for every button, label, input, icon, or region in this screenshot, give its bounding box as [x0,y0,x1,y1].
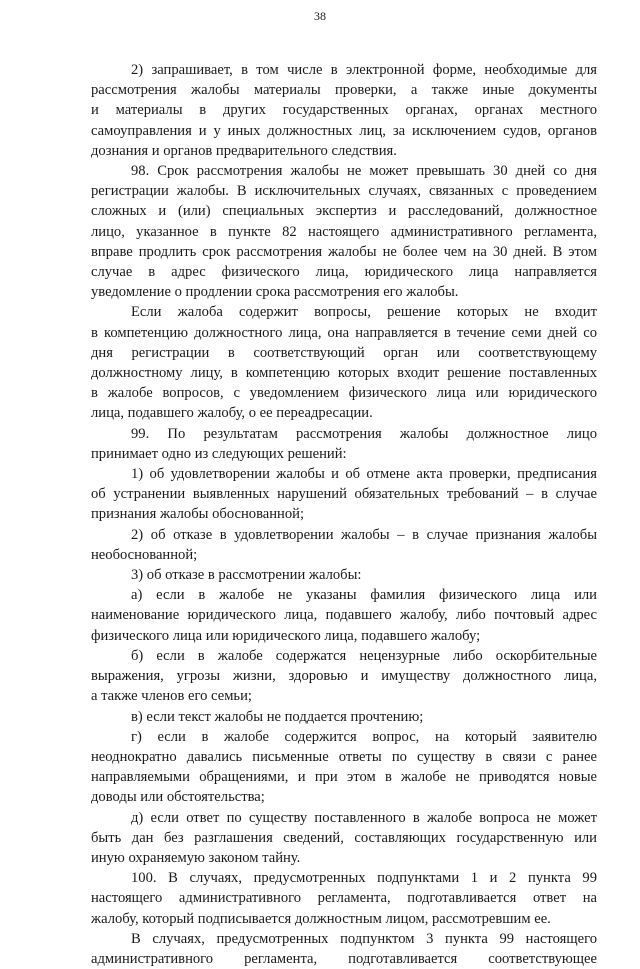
text-line: лицо, указанное в пункте 82 настоящего административного регламента, [91,223,597,240]
text-line: 2) об отказе в удовлетворении жалобы – в случае признания жалобы [131,526,597,543]
text-line: г) если в жалобе содержится вопрос, на который заявителю [131,728,597,745]
text-line: 3) об отказе в рассмотрении жалобы: [131,567,362,584]
text-line: физического лица или юридического лица, подавшего жалобу; [91,627,481,644]
text-line: об устранении выявленных нарушений обязательных требований – в случае [91,486,597,503]
text-line: в) если текст жалобы не поддается прочтению; [131,708,424,725]
paragraph [91,707,597,727]
paragraph [91,727,597,808]
paragraph [91,60,597,161]
paragraph [91,302,597,423]
text-line: Если жалоба содержит вопросы, решение которых не входит [131,304,597,321]
text-line: 98. Срок рассмотрения жалобы не может превышать 30 дней со дня [131,163,597,180]
text-line: быть дан без разглашения сведений, составляющих государственную или [91,829,597,846]
text-line: вправе продлить срок рассмотрения жалобы не более чем на 30 дней. В этом [91,243,597,260]
paragraph [91,464,597,525]
text-line: должностному лицу, в компетенцию которых входит решение поставленных [91,365,597,382]
text-line: уведомление о продлении срока рассмотрения его жалобы. [91,284,459,301]
text-line: б) если в жалобе содержатся нецензурные либо оскорбительные [131,647,597,664]
text-line: д) если ответ по существу поставленного в жалобе вопроса не может [131,809,597,826]
text-line: а также членов его семьи; [91,688,252,705]
text-line: и материалы в других государственных органах, органах местного [91,102,597,119]
text-line: административного регламента, подготавливается соответствующее [91,950,597,967]
text-line: сложных и (или) специальных экспертиз и расследований, должностное [91,203,597,220]
text-line: дня регистрации в соответствующий орган или соответствующему [91,344,597,361]
text-line: иную охраняемую законом тайну. [91,849,301,866]
text-line: регистрации жалобы. В исключительных случаях, связанных с проведением [91,183,597,200]
paragraph [91,565,597,585]
paragraph [91,929,597,969]
text-line: настоящего административного регламента, подготавливается ответ на [91,890,597,907]
text-line: жалобу, который подписывается должностным лицом, рассмотревшим ее. [91,910,551,927]
text-line: случае в адрес физического лица, юридического лица направляется [91,264,597,281]
paragraph [91,424,597,464]
text-line: дознания и органов предварительного следствия. [91,142,397,159]
text-line: выражения, угрозы жизни, здоровью и имуществу должностного лица, [91,668,597,685]
text-line: лица, подавшего жалобу, о ее переадресации. [91,405,373,422]
text-line: наименование юридического лица, подавшего жалобу, либо почтовый адрес [91,607,597,624]
paragraph [91,868,597,929]
text-line: 1) об удовлетворении жалобы и об отмене акта проверки, предписания [131,466,597,483]
paragraph [91,646,597,707]
text-line: принимает одно из следующих решений: [91,445,347,462]
text-line: в компетенцию должностного лица, она направляется в течение семи дней со [91,324,597,341]
paragraph [91,585,597,646]
paragraph [91,525,597,565]
text-line: в жалобе вопросов, с уведомлением физического лица или юридического [91,385,597,402]
page-number: 38 [314,9,326,23]
text-line: направляемыми обращениями, и при этом в жалобе не приводятся новые [91,769,597,786]
text-line: необоснованной; [91,546,198,563]
text-line: а) если в жалобе не указаны фамилия физического лица или [131,587,597,604]
text-line: доводы или обстоятельства; [91,789,265,806]
paragraph [91,161,597,302]
text-line: 2) запрашивает, в том числе в электронной форме, необходимые для [131,62,597,78]
text-line: 100. В случаях, предусмотренных подпунктами 1 и 2 пункта 99 [131,870,597,887]
text-line: 99. По результатам рассмотрения жалобы должностное лицо [131,425,597,442]
text-line: рассмотрения жалобы материалы проверки, а также иные документы [91,82,597,99]
text-line: признания жалобы обоснованной; [91,506,305,523]
paragraph [91,808,597,869]
text-line: неоднократно давались письменные ответы по существу в связи с ранее [91,748,597,765]
text-line: В случаях, предусмотренных подпунктом 3 пункта 99 настоящего [131,930,597,947]
document-body [91,60,597,969]
text-line: самоуправления и у иных должностных лиц, за исключением судов, органов [91,122,597,139]
